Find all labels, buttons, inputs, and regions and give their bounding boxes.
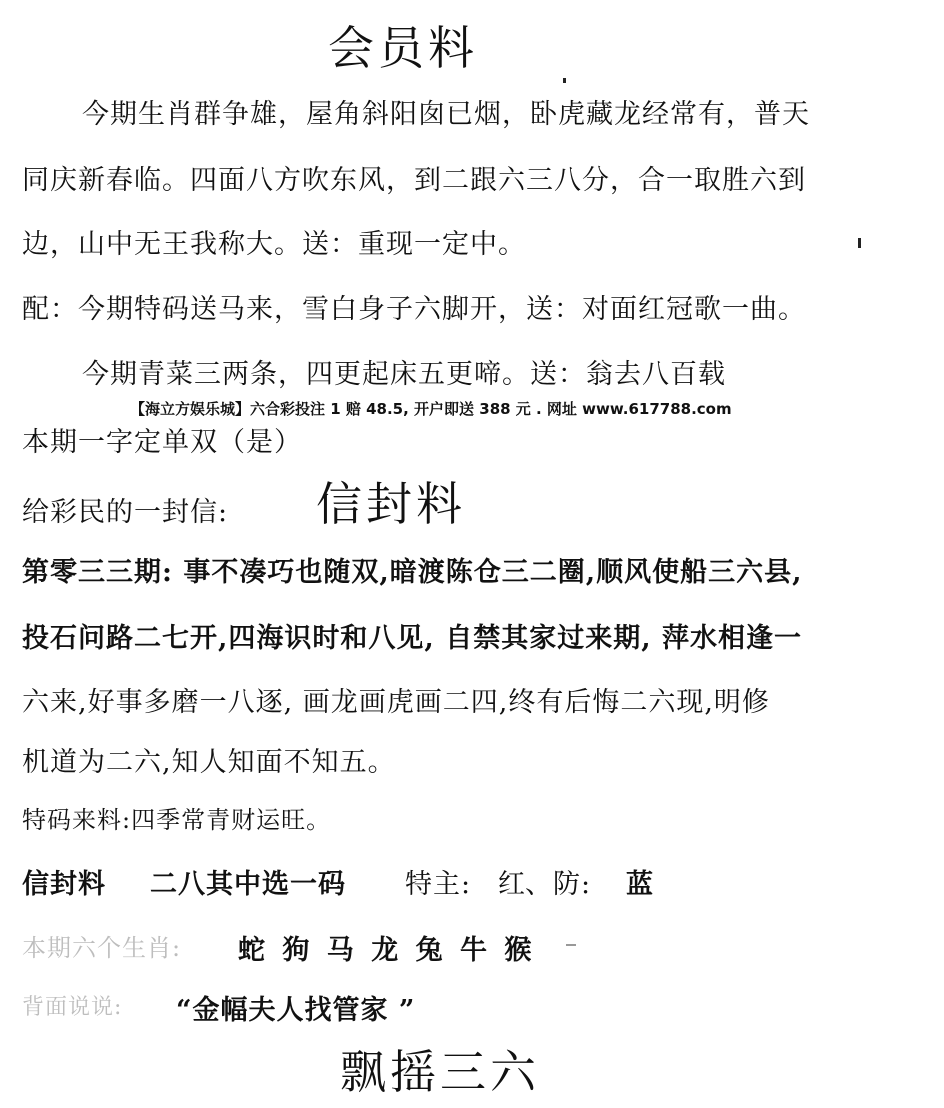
letter-intro: 给彩民的一封信:: [22, 497, 229, 528]
text-line: 今期生肖群争雄，屋角斜阳囱已烟，卧虎藏龙经常有，普天: [82, 99, 810, 130]
text-line: 机道为二六,知人知面不知五。: [22, 747, 396, 778]
main-color: 红: [498, 869, 526, 900]
scan-speck: [566, 944, 576, 946]
footer-title: 飘摇三六: [340, 1045, 540, 1099]
zodiac-label: 本期六个生肖:: [22, 934, 182, 962]
text-line: 特码来料:四季常青财运旺。: [22, 806, 332, 834]
guard-label: 、防:: [525, 869, 592, 900]
text-line: 第零三三期: 事不凑巧也随双,暗渡陈仓三二圈,顺风使船三六县,: [22, 557, 803, 588]
text-line: 边，山中无王我称大。送：重现一定中。: [22, 229, 526, 260]
text-line: 配：今期特码送马来，雪白身子六脚开，送：对面红冠歌一曲。: [22, 294, 806, 325]
ad-banner: 【海立方娱乐城】六合彩投注 1 赔 48.5, 开户即送 388 元 . 网址 www.617788.com: [130, 400, 732, 418]
zodiac-animals: 蛇 狗 马 龙 兔 牛 猴: [238, 935, 536, 966]
page-title: 会员料: [328, 21, 478, 75]
single-double-line: 本期一字定单双（是）: [22, 427, 302, 458]
riddle-text: “金幅夫人找管家 ”: [176, 995, 416, 1026]
text-line: 同庆新春临。四面八方吹东风，到二跟六三八分，合一取胜六到: [22, 165, 806, 196]
text-line: 六来,好事多磨一八逐, 画龙画虎画二四,终有后悔二六现,明修: [22, 687, 770, 718]
guard-color: 蓝: [626, 869, 654, 900]
scan-speck: [563, 78, 566, 83]
pick-label: 信封料: [22, 869, 106, 900]
main-color-label: 特主:: [405, 869, 472, 900]
text-line: 投石问路二七开,四海识时和八见, 自禁其家过来期, 萍水相逢一: [22, 623, 802, 654]
pick-text: 二八其中选一码: [150, 869, 346, 900]
scan-speck: [858, 238, 861, 248]
letter-title: 信封料: [316, 477, 466, 531]
riddle-label: 背面说说:: [22, 995, 123, 1020]
text-line: 今期青菜三两条，四更起床五更啼。送：翁去八百载: [82, 359, 726, 390]
